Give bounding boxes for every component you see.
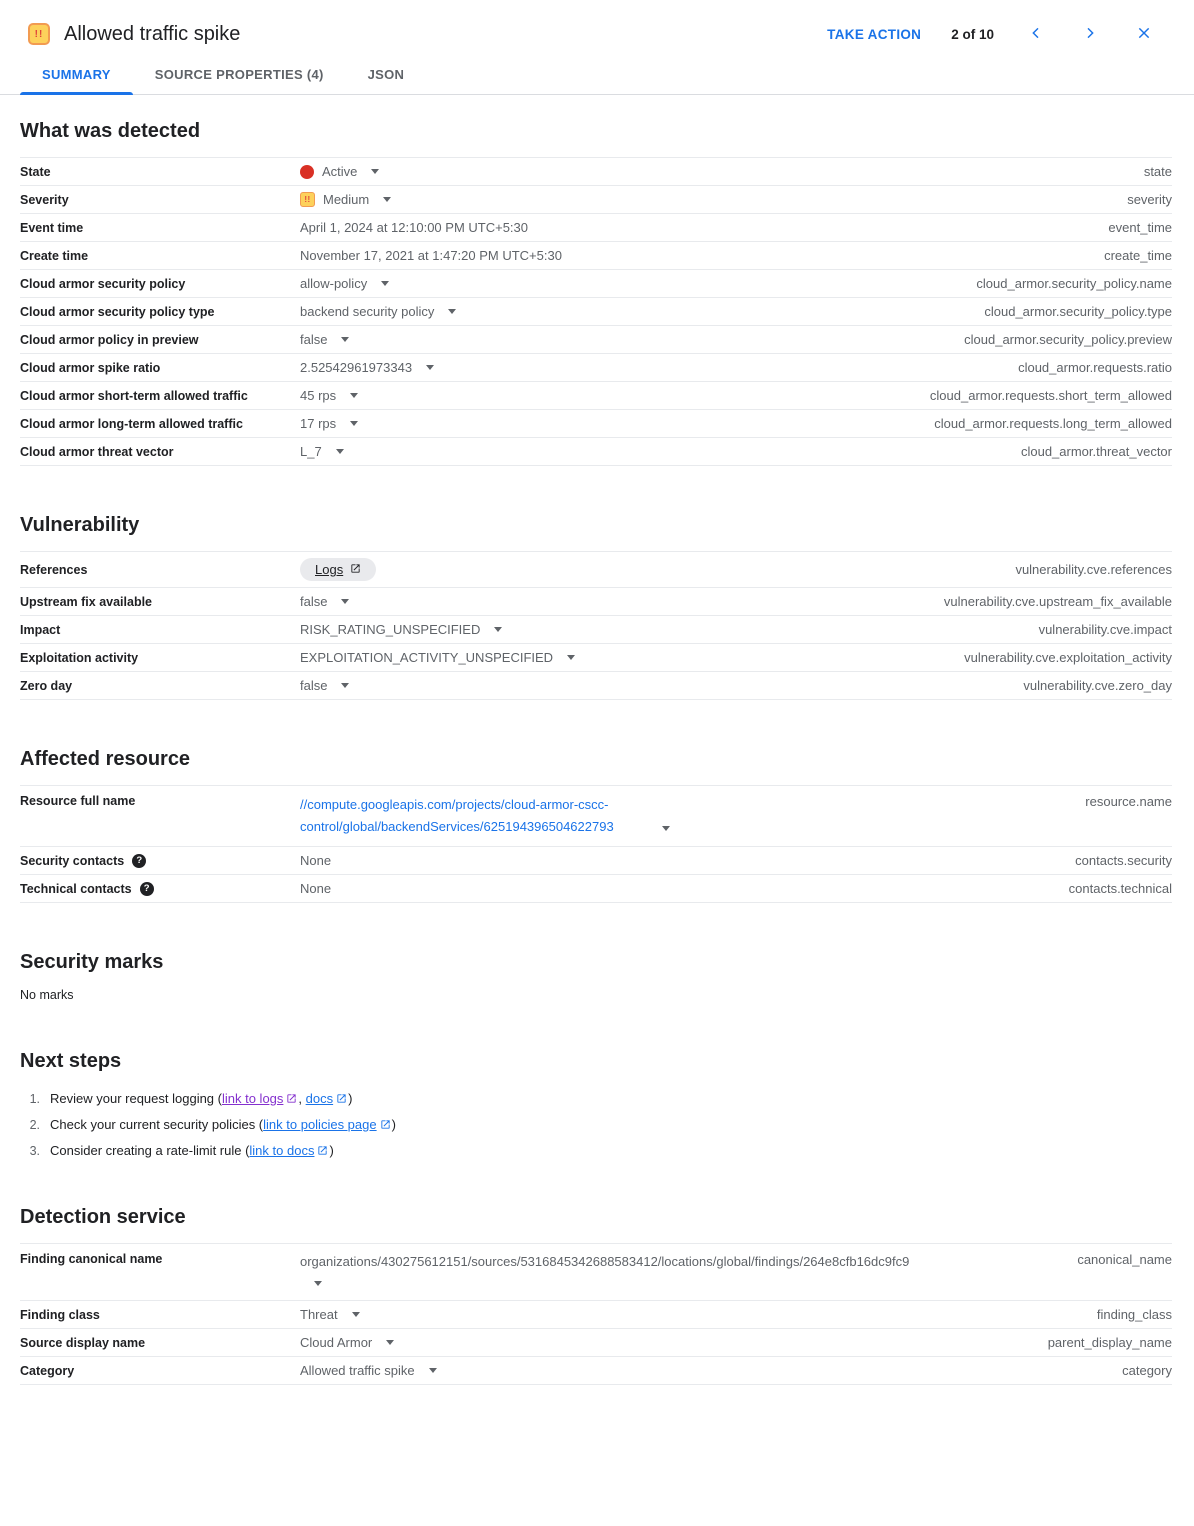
row-label: Source display name [20,1335,146,1350]
chevron-left-icon [1028,25,1044,44]
vulnerability-table [20,551,1172,700]
step-text-after: ) [329,1143,334,1158]
row-attribute-key: cloud_armor.security_policy.name [976,276,1172,291]
category-dropdown[interactable] [300,1363,437,1378]
pagination-counter: 2 of 10 [951,26,994,42]
no-marks-text: No marks [20,988,74,1002]
section-detection-service [20,1206,1172,1385]
help-icon[interactable] [140,882,154,896]
table-row-source-display-name [20,1328,1172,1356]
row-attribute-key: cloud_armor.security_policy.type [984,304,1172,319]
category-value: Allowed traffic spike [300,1363,415,1378]
security-policy-value: allow-policy [300,276,368,291]
table-row-resource-full-name [20,785,1172,846]
affected-resource-table [20,785,1172,903]
next-finding-button[interactable] [1078,22,1102,46]
table-row-state [20,157,1172,185]
table-row-references [20,551,1172,587]
table-row-threat-vector [20,437,1172,465]
section-heading: Security marks [20,951,164,973]
row-attribute-key: event_time [1108,220,1172,235]
impact-value: RISK_RATING_UNSPECIFIED [300,622,481,637]
chevron-down-icon [383,197,391,202]
step-text [50,1143,334,1158]
help-glyph: ? [143,883,150,894]
section-heading: What was detected [20,120,201,142]
severity-value: Medium [323,192,370,207]
detected-table [20,157,1172,466]
row-attribute-key: vulnerability.cve.references [1015,562,1172,577]
step-number: 1. [29,1092,40,1106]
policy-preview-dropdown[interactable] [300,332,349,347]
external-link-icon [336,1092,347,1107]
tab-source-properties[interactable]: SOURCE PROPERTIES (4) [154,67,324,82]
active-state-icon [300,165,314,179]
spike-ratio-dropdown[interactable] [300,360,434,375]
table-row-upstream-fix [20,587,1172,615]
link-to-docs[interactable]: link to docs [249,1143,315,1158]
list-item [20,1143,1172,1158]
section-what-was-detected [20,120,1172,466]
severity-glyph: !! [304,195,311,204]
severity-dropdown[interactable] [300,192,391,207]
row-label [20,854,300,868]
chevron-down-icon [350,393,358,398]
table-row-policy-preview [20,325,1172,353]
list-item [20,1091,1172,1106]
row-attribute-key: finding_class [1096,1307,1172,1322]
external-link-icon [286,1092,297,1107]
security-policy-type-dropdown[interactable] [300,304,456,319]
row-label: Event time [20,220,84,235]
technical-contacts-value: None [300,881,332,896]
table-row-technical-contacts [20,874,1172,902]
table-row-short-term-traffic [20,381,1172,409]
next-steps-list [20,1091,1172,1158]
impact-dropdown[interactable] [300,622,502,637]
row-attribute-key: cloud_armor.threat_vector [1020,444,1172,459]
references-cell [300,558,376,581]
external-link-icon [350,562,361,577]
list-item [20,1117,1172,1132]
chevron-down-icon [341,337,349,342]
row-attribute-key: vulnerability.cve.upstream_fix_available [943,594,1172,609]
row-attribute-key: state [1143,164,1172,179]
row-attribute-key: cloud_armor.requests.long_term_allowed [934,416,1172,431]
link-to-logs[interactable]: link to logs [221,1091,284,1106]
chevron-down-icon [567,655,575,660]
row-attribute-key: severity [1127,192,1172,207]
row-label: Create time [20,248,89,263]
short-term-traffic-dropdown[interactable] [300,388,358,403]
row-label: Severity [20,192,69,207]
table-row-create-time [20,241,1172,269]
summary-panel [0,120,1194,1425]
row-label: Impact [20,622,61,637]
chevron-down-icon [386,1340,394,1345]
row-attribute-key: cloud_armor.security_policy.preview [964,332,1172,347]
row-attribute-key: vulnerability.cve.exploitation_activity [964,650,1172,665]
chevron-down-icon [426,365,434,370]
help-icon[interactable] [132,854,146,868]
table-row-security-contacts [20,846,1172,874]
step-text-before: Check your current security policies ( [50,1117,264,1132]
chevron-down-icon [336,449,344,454]
row-label: Cloud armor spike ratio [20,360,161,375]
table-row-security-policy [20,269,1172,297]
chevron-down-icon[interactable] [662,826,670,831]
chevron-down-icon [352,1312,360,1317]
table-row-zero-day [20,671,1172,699]
close-button[interactable] [1132,22,1156,46]
chevron-down-icon [448,309,456,314]
table-row-canonical-name [20,1243,1172,1300]
resource-link[interactable]: //compute.googleapis.com/projects/cloud-armor-cscc-control/global/backendServices/625194396504622793 [300,797,614,834]
source-display-name-value: Cloud Armor [300,1335,373,1350]
row-attribute-key: contacts.security [1075,853,1172,868]
security-policy-dropdown[interactable] [300,276,389,291]
section-security-marks [20,951,1172,1002]
zero-day-dropdown[interactable] [300,678,349,693]
table-row-spike-ratio [20,353,1172,381]
row-label: Cloud armor short-term allowed traffic [20,388,248,403]
long-term-traffic-value: 17 rps [300,416,337,431]
table-row-category [20,1356,1172,1384]
long-term-traffic-dropdown[interactable] [300,416,358,431]
row-label: Resource full name [20,794,136,808]
chevron-down-icon [371,169,379,174]
row-attribute-key: canonical_name [1077,1252,1172,1267]
row-attribute-key: contacts.technical [1068,881,1172,896]
row-attribute-key: create_time [1104,248,1172,263]
upstream-fix-value: false [300,594,328,609]
section-heading: Affected resource [20,748,191,770]
row-label: Cloud armor threat vector [20,444,174,459]
page-title: Allowed traffic spike [64,22,241,45]
tab-summary[interactable]: SUMMARY [20,58,133,94]
row-attribute-key: category [1122,1363,1172,1378]
external-link-icon [380,1118,391,1133]
finding-class-dropdown[interactable] [300,1307,360,1322]
threat-vector-value: L_7 [300,444,322,459]
row-label-text: Security contacts [20,853,125,868]
state-dropdown[interactable] [300,164,379,179]
chevron-down-icon [350,421,358,426]
row-label: Zero day [20,678,73,693]
upstream-fix-dropdown[interactable] [300,594,349,609]
row-label: Upstream fix available [20,594,153,609]
row-label: Exploitation activity [20,650,139,665]
short-term-traffic-value: 45 rps [300,388,337,403]
row-label: Cloud armor security policy type [20,304,215,319]
policy-preview-value: false [300,332,328,347]
row-attribute-key: cloud_armor.requests.short_term_allowed [929,388,1172,403]
canonical-name-value: organizations/430275612151/sources/5316845342688583412/locations/global/findings/264e8cfb16dc9fc9 [300,1254,910,1269]
section-vulnerability [20,514,1172,700]
step-text [50,1117,396,1132]
step-text-after: ) [391,1117,396,1132]
chevron-down-icon [494,627,502,632]
detection-service-table [20,1243,1172,1385]
row-label: Finding canonical name [20,1252,163,1266]
row-attribute-key: vulnerability.cve.zero_day [1023,678,1172,693]
logs-link-label: Logs [315,562,344,577]
row-label: Cloud armor security policy [20,276,186,291]
finding-class-value: Threat [300,1307,338,1322]
step-number: 2. [29,1118,40,1132]
exploitation-activity-value: EXPLOITATION_ACTIVITY_UNSPECIFIED [300,650,554,665]
link-to-policies-page[interactable]: link to policies page [263,1117,377,1132]
chevron-down-icon [314,1281,322,1286]
chevron-down-icon [341,599,349,604]
chevron-down-icon [341,683,349,688]
step-text-after: ) [348,1091,353,1106]
row-label [20,882,300,896]
zero-day-value: false [300,678,328,693]
resource-name-cell [300,794,670,838]
section-next-steps [20,1050,1172,1158]
state-value: Active [322,164,358,179]
step-text-before: Consider creating a rate-limit rule ( [50,1143,250,1158]
step-text [50,1091,352,1106]
row-label: Finding class [20,1307,100,1322]
table-row-event-time [20,213,1172,241]
take-action-button[interactable]: TAKE ACTION [827,26,922,42]
create-time-value: November 17, 2021 at 1:47:20 PM UTC+5:30 [300,248,562,263]
row-attribute-key: parent_display_name [1047,1335,1172,1350]
tab-json[interactable]: JSON [367,67,405,82]
row-label: State [20,164,51,179]
row-label-text: Technical contacts [20,881,132,896]
docs-link[interactable]: docs [305,1091,334,1106]
row-label: Cloud armor policy in preview [20,332,199,347]
tab-bar [0,58,1194,95]
section-affected-resource [20,748,1172,903]
section-heading: Vulnerability [20,514,140,536]
canonical-name-dropdown[interactable] [300,1252,909,1292]
section-heading: Next steps [20,1050,122,1072]
finding-title-group [28,23,240,46]
medium-severity-icon [300,192,315,207]
step-text-mid: , [298,1091,306,1106]
row-attribute-key: vulnerability.cve.impact [1038,622,1172,637]
chevron-right-icon [1082,25,1098,44]
row-label: References [20,562,88,577]
event-time-value: April 1, 2024 at 12:10:00 PM UTC+5:30 [300,220,528,235]
table-row-exploitation-activity [20,643,1172,671]
row-attribute-key: cloud_armor.requests.ratio [1018,360,1172,375]
chevron-down-icon [381,281,389,286]
chevron-down-icon [429,1368,437,1373]
row-label: Category [20,1363,75,1378]
step-text-before: Review your request logging ( [50,1091,222,1106]
step-number: 3. [29,1144,40,1158]
medium-severity-icon [28,23,50,45]
table-row-security-policy-type [20,297,1172,325]
finding-header [0,0,1194,58]
security-policy-type-value: backend security policy [300,304,435,319]
severity-glyph: !! [34,28,44,40]
previous-finding-button[interactable] [1024,22,1048,46]
table-row-long-term-traffic [20,409,1172,437]
spike-ratio-value: 2.52542961973343 [300,360,413,375]
row-label: Cloud armor long-term allowed traffic [20,416,243,431]
external-link-icon [317,1144,328,1159]
security-contacts-value: None [300,853,332,868]
threat-vector-dropdown[interactable] [300,444,344,459]
row-attribute-key: resource.name [1085,794,1172,809]
close-icon [1136,25,1152,44]
table-row-impact [20,615,1172,643]
exploitation-activity-dropdown[interactable] [300,650,575,665]
table-row-severity [20,185,1172,213]
header-actions [827,22,1156,46]
logs-chip-link[interactable] [300,558,376,581]
help-glyph: ? [136,855,143,866]
source-display-name-dropdown[interactable] [300,1335,394,1350]
section-heading: Detection service [20,1206,186,1228]
table-row-finding-class [20,1300,1172,1328]
